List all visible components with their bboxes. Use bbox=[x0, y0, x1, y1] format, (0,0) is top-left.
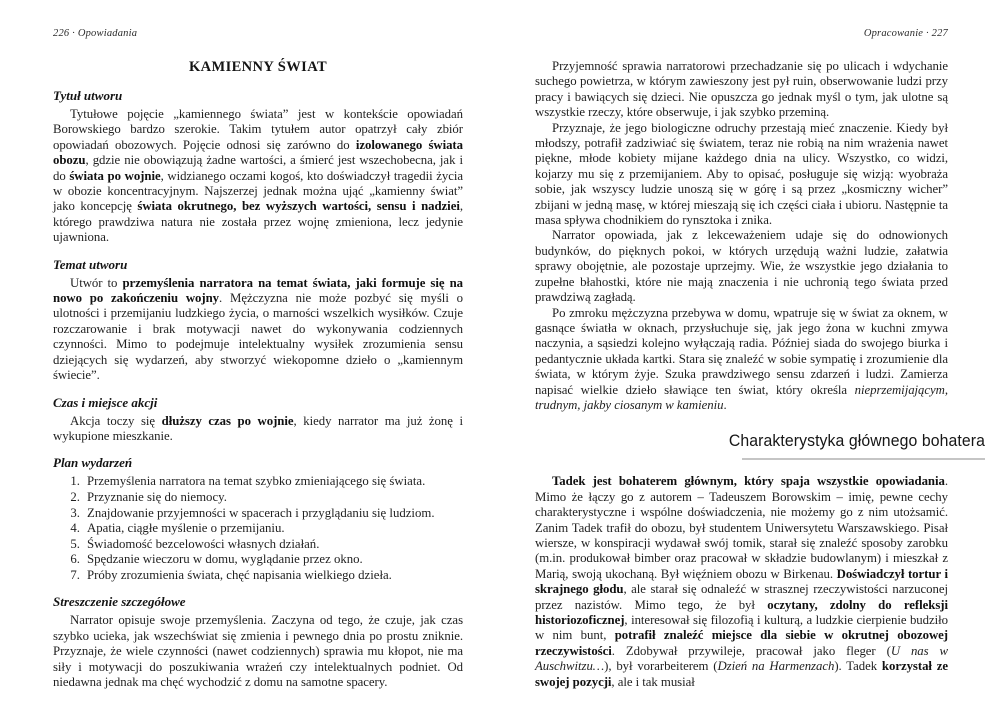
text-run: , ale starał się odnaleźć w strasznej rzeczywistości narzuconej przez nazistów. Mimo tego, że był bbox=[535, 582, 948, 612]
text-run: . Mimo że łączy go z autorem – Tadeuszem Borowskim – imię, pewne cechy charakterystyczne i wspólne doświadczenia, nie możemy go z nim utożsamić. Zanim Tadek trafił do obozu, był studentem Uniwersytetu Warszawskiego. Pisał wiersze, w konspiracji wydawał swój tomik, starał się znaleźć sposoby zarobku (m.in. produkował bimber oraz pracował w składzie budowlanym) i mieszkał z Marią, swoją ukochaną. Był więźniem obozu w Birkenau. bbox=[535, 474, 948, 581]
section-heading: Streszczenie szczegółowe bbox=[53, 594, 186, 610]
bold-text-run: Tadek jest bohaterem głównym, który spaja wszystkie opowiadania bbox=[552, 474, 945, 489]
subsection-header bbox=[535, 431, 985, 460]
text-run: Przyjemność sprawia narratorowi przechadzanie się po ulicach i wdychanie suchego powietrza, w którym zawieszony jest pył ruin, obserwowanie ludzi przy pracy i bawiących się dzieci. Nie opuszcza go jednak myśl o tym, jak ulotne są wszystkie rzeczy, które obserwuje, i jak szybko przeminą. bbox=[535, 59, 948, 120]
chapter-title: KAMIENNY ŚWIAT bbox=[188, 59, 328, 75]
paragraph bbox=[53, 613, 463, 690]
plan-list-item bbox=[63, 490, 463, 506]
paragraph bbox=[53, 276, 463, 384]
list-item-number: 1. bbox=[70, 474, 80, 489]
text-run: , interesował się filozofią i kulturą, a ludzkie cierpienie budziło w nim bunt, bbox=[535, 613, 948, 643]
text-run: , kiedy narrator ma już żonę i wykupione mieszkanie. bbox=[53, 413, 463, 443]
right-page-paragraphs-top bbox=[535, 59, 948, 413]
text-run: Narrator opowiada, jak z lekceważeniem udaje się do odnowionych budynków, do pięknych pokoi, w których urzędują ważni ludzie, załatwia sprawy obojętnie, ale pozostaje uprzejmy. Wie, że wszystkie jego działania to zupełne błahostki, które nie mają znaczenia i nie uchronią tego świata przed prawdziwą zagładą. bbox=[535, 228, 948, 305]
text-run: , którego prawdziwa natura nie została przez wojnę zmieniona, lecz jedynie ujawniona. bbox=[53, 199, 463, 245]
subsection-heading-characteristics: Charakterystyka głównego bohatera bbox=[728, 431, 985, 451]
bold-text-run: izolowanego świata obozu bbox=[53, 137, 463, 168]
plan-list-item bbox=[63, 474, 463, 490]
list-item-text: Przyznanie się do niemocy. bbox=[87, 489, 227, 504]
paragraph bbox=[53, 107, 463, 246]
list-item-text: Przemyślenia narratora na temat szybko zmieniającego się świata. bbox=[87, 474, 426, 489]
text-run: Po zmroku mężczyzna przebywa w domu, wpatruje się w świat za oknem, w gasnące światła w oknach, przysłuchuje się, jak jego żona w kuchni zmywa naczynia, a sąsiedzi kolejno wyłączają radia. Później siada do swojego biurka i pedantycznie układa kartki. Stara się znaleźć w sobie sympatię i zrozumienie dla świata, w którym żyje. Szuka prawdziwego sensu zdarzeń i ludzi. Zamierza napisać wielkie dzieło sławiące ten świat, który określa bbox=[535, 305, 948, 397]
bold-text-run: świata po wojnie bbox=[69, 168, 161, 183]
left-page bbox=[53, 28, 463, 691]
left-page-sections bbox=[53, 88, 463, 691]
section-heading: Temat utworu bbox=[53, 256, 128, 272]
section-heading: Czas i miejsce akcji bbox=[53, 394, 158, 410]
text-run: Przyznaje, że jego biologiczne odruchy przestają mieć znaczenie. Kiedy był młodszy, potrafił zadziwiać się światem, teraz nie robią na nim wrażenia nawet piękne, młode kobiety mijane każdego dnia na ulicy. Wszystko, co widzi, kojarzy mu się z przemijaniem. Aby to opisać, posługuje się wizją: wyobraża sobie, jak wszyscy ludzie unoszą się w górę i są przez „kosmiczny wicher” zbijani w jedną masę, w której mieszają się ich części ciała i ubioru. Następnie ta masa spływa chodnikiem do rynsztoka i znika. bbox=[535, 120, 948, 228]
paragraph bbox=[535, 306, 948, 414]
list-item-text: Apatia, ciągłe myślenie o przemijaniu. bbox=[87, 521, 285, 536]
text-run: Utwór to bbox=[70, 275, 123, 290]
plan-list-item bbox=[63, 568, 463, 584]
plan-list-item bbox=[63, 506, 463, 522]
right-page-running-header: Opracowanie · 227 bbox=[863, 28, 948, 39]
paragraph bbox=[535, 59, 948, 121]
italic-text-run: nieprzemijającym, trudnym, jakby ciosanym w kamieniu bbox=[535, 382, 948, 412]
list-item-text: Znajdowanie przyjemności w spacerach i przyglądaniu się ludziom. bbox=[87, 505, 435, 520]
heading-rule bbox=[742, 458, 985, 460]
section-heading: Tytuł utworu bbox=[53, 88, 123, 103]
text-run: ). Tadek bbox=[834, 659, 882, 674]
list-item-number: 4. bbox=[70, 521, 80, 536]
text-run: Tytułowe pojęcie „kamiennego świata” jest w kontekście opowiadań Borowskiego bardzo szerokie. Takim tytułem autor opatrzył cały zbiór opowiadań obozowych. Pojęcie odnosi się zarówno do bbox=[53, 107, 463, 152]
bold-text-run: przemyślenia narratora na temat świata, jaki formuje się na nowo po zakończeniu wojny bbox=[53, 275, 463, 306]
text-run: . Mężczyzna nie może pozbyć się myśli o ulotności i przemijaniu ludzkiego życia, o marności wszelkich wysiłków. Czuje rozczarowanie i brak motywacji nawet do wykonywania codziennych czynności. Mimo to podejmuje intelektualny wysiłek zrozumienia sensu dziejących się wydarzeń, aby stworzyć wiekopomne dzieło o „kamiennym świecie”. bbox=[53, 291, 463, 383]
text-run: , widzianego oczami kogoś, kto doświadczył tragedii życia w obozie koncentracyjnym. Najszerzej jednak można ująć „kamienny świat” jako koncepcję bbox=[53, 168, 463, 214]
list-item-number: 6. bbox=[70, 552, 80, 567]
list-item-text: Świadomość bezcelowości własnych działań. bbox=[87, 536, 320, 551]
plan-list-item bbox=[63, 552, 463, 568]
italic-text-run: U nas w Auschwitzu… bbox=[535, 643, 949, 674]
bold-text-run: świata okrutnego, bez wyższych wartości, sensu i nadziei bbox=[137, 199, 460, 214]
left-page-running-header: 226 · Opowiadania bbox=[53, 28, 138, 39]
list-item-number: 5. bbox=[70, 536, 80, 551]
paragraph bbox=[535, 121, 948, 229]
italic-text-run: Dzień na Harmenzach bbox=[717, 659, 835, 674]
plan-list-item bbox=[63, 537, 463, 553]
bold-text-run: korzystał ze swojej pozycji bbox=[535, 659, 948, 689]
right-page bbox=[535, 28, 985, 690]
text-run: , gdzie nie obowiązują żadne wartości, a śmierć jest wszechobecna, jak i do bbox=[53, 153, 463, 183]
bold-text-run: dłuższy czas po wojnie bbox=[161, 413, 294, 428]
text-run: Narrator opisuje swoje przemyślenia. Zaczyna od tego, że czuje, jak czas szybko ucieka, jak wszechświat się zmienia i pewnego dnia po prostu zniknie. Przyznaje, że wiele czynności (nawet codziennych) sprawia mu kłopot, nie ma siły i motywacji do poszukiwania wrażeń czy intelektualnych podniet. Od niedawna jednak ma chęć wychodzić z domu na samotne spacery. bbox=[53, 613, 463, 690]
text-run: ), był vorarbeiterem ( bbox=[604, 659, 718, 674]
list-item-number: 3. bbox=[70, 505, 80, 520]
bold-text-run: potrafił znaleźć miejsce dla siebie w okrutnej obozowej rzeczywistości bbox=[535, 628, 948, 658]
plan-list-item bbox=[63, 521, 463, 537]
text-run: , ale i tak musiał bbox=[611, 674, 695, 689]
paragraph bbox=[535, 474, 948, 690]
plan-list bbox=[63, 474, 463, 583]
section-heading: Plan wydarzeń bbox=[53, 455, 133, 471]
text-run: . bbox=[723, 397, 727, 412]
list-item-number: 7. bbox=[70, 567, 80, 582]
list-item-text: Próby zrozumienia świata, chęć napisania wielkiego dzieła. bbox=[87, 567, 392, 582]
text-run: . Zdobywał przywileje, pracował jako fleger ( bbox=[611, 643, 891, 658]
paragraph bbox=[53, 414, 463, 445]
bold-text-run: Doświadczył tortur i skrajnego głodu bbox=[535, 566, 948, 597]
paragraph bbox=[535, 228, 948, 305]
list-item-text: Spędzanie wieczoru w domu, wyglądanie przez okno. bbox=[87, 552, 363, 567]
list-item-number: 2. bbox=[70, 489, 80, 504]
right-page-paragraphs-bottom bbox=[535, 474, 948, 690]
bold-text-run: oczytany, zdolny do refleksji historiozoficznej bbox=[535, 597, 948, 627]
text-run: Akcja toczy się bbox=[70, 413, 162, 428]
